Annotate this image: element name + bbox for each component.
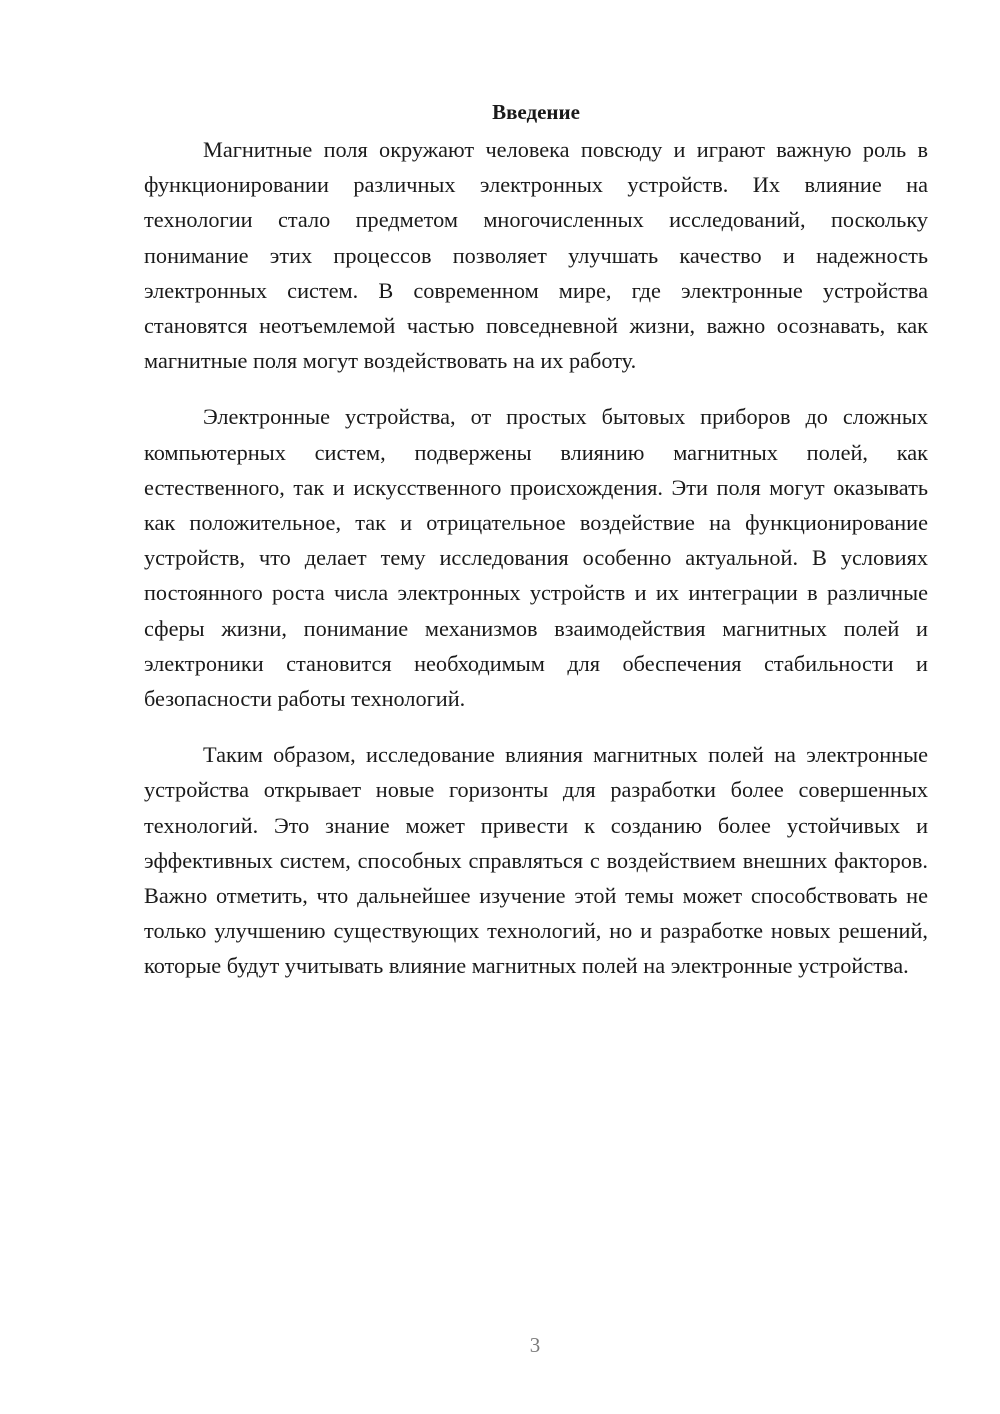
paragraph-2: Электронные устройства, от простых бытовых приборов до сложных компьютерных систем, подвержены влиянию магнитных полей, как естественного, так и искусственного происхождения. Эти поля могут оказывать как положительное, так и отрицательное воздействие на функционирование устройств, что делает тему исследования особенно актуальной. В условиях постоянного роста числа электронных устройств и их интеграции в различные сферы жизни, понимание механизмов взаимодействия магнитных полей и электроники становится необходимым для обеспечения стабильности и безопасности работы технологий.	[144, 404, 928, 712]
paragraph-3: Таким образом, исследование влияния магнитных полей на электронные устройства открывает новые горизонты для разработки более совершенных технологий. Это знание может привести к созданию более устойчивых и эффективных систем, способных справляться с воздействием внешних факторов. Важно отметить, что дальнейшее изучение этой темы может способствовать не только улучшению существующих технологий, но и разработке новых решений, которые будут учитывать влияние магнитных полей на электронные устройства.	[144, 742, 928, 979]
section-title: Введение	[492, 100, 580, 124]
page-number: 3	[529, 1333, 541, 1357]
paragraph-1: Магнитные поля окружают человека повсюду и играют важную роль в функционировании различных электронных устройств. Их влияние на технологии стало предметом многочисленных исследований, поскольку понимание этих процессов позволяет улучшать качество и надежность электронных систем. В современном мире, где электронные устройства становятся неотъемлемой частью повседневной жизни, важно осознавать, как магнитные поля могут воздействовать на их работу.	[144, 137, 928, 374]
page-content	[144, 96, 928, 984]
